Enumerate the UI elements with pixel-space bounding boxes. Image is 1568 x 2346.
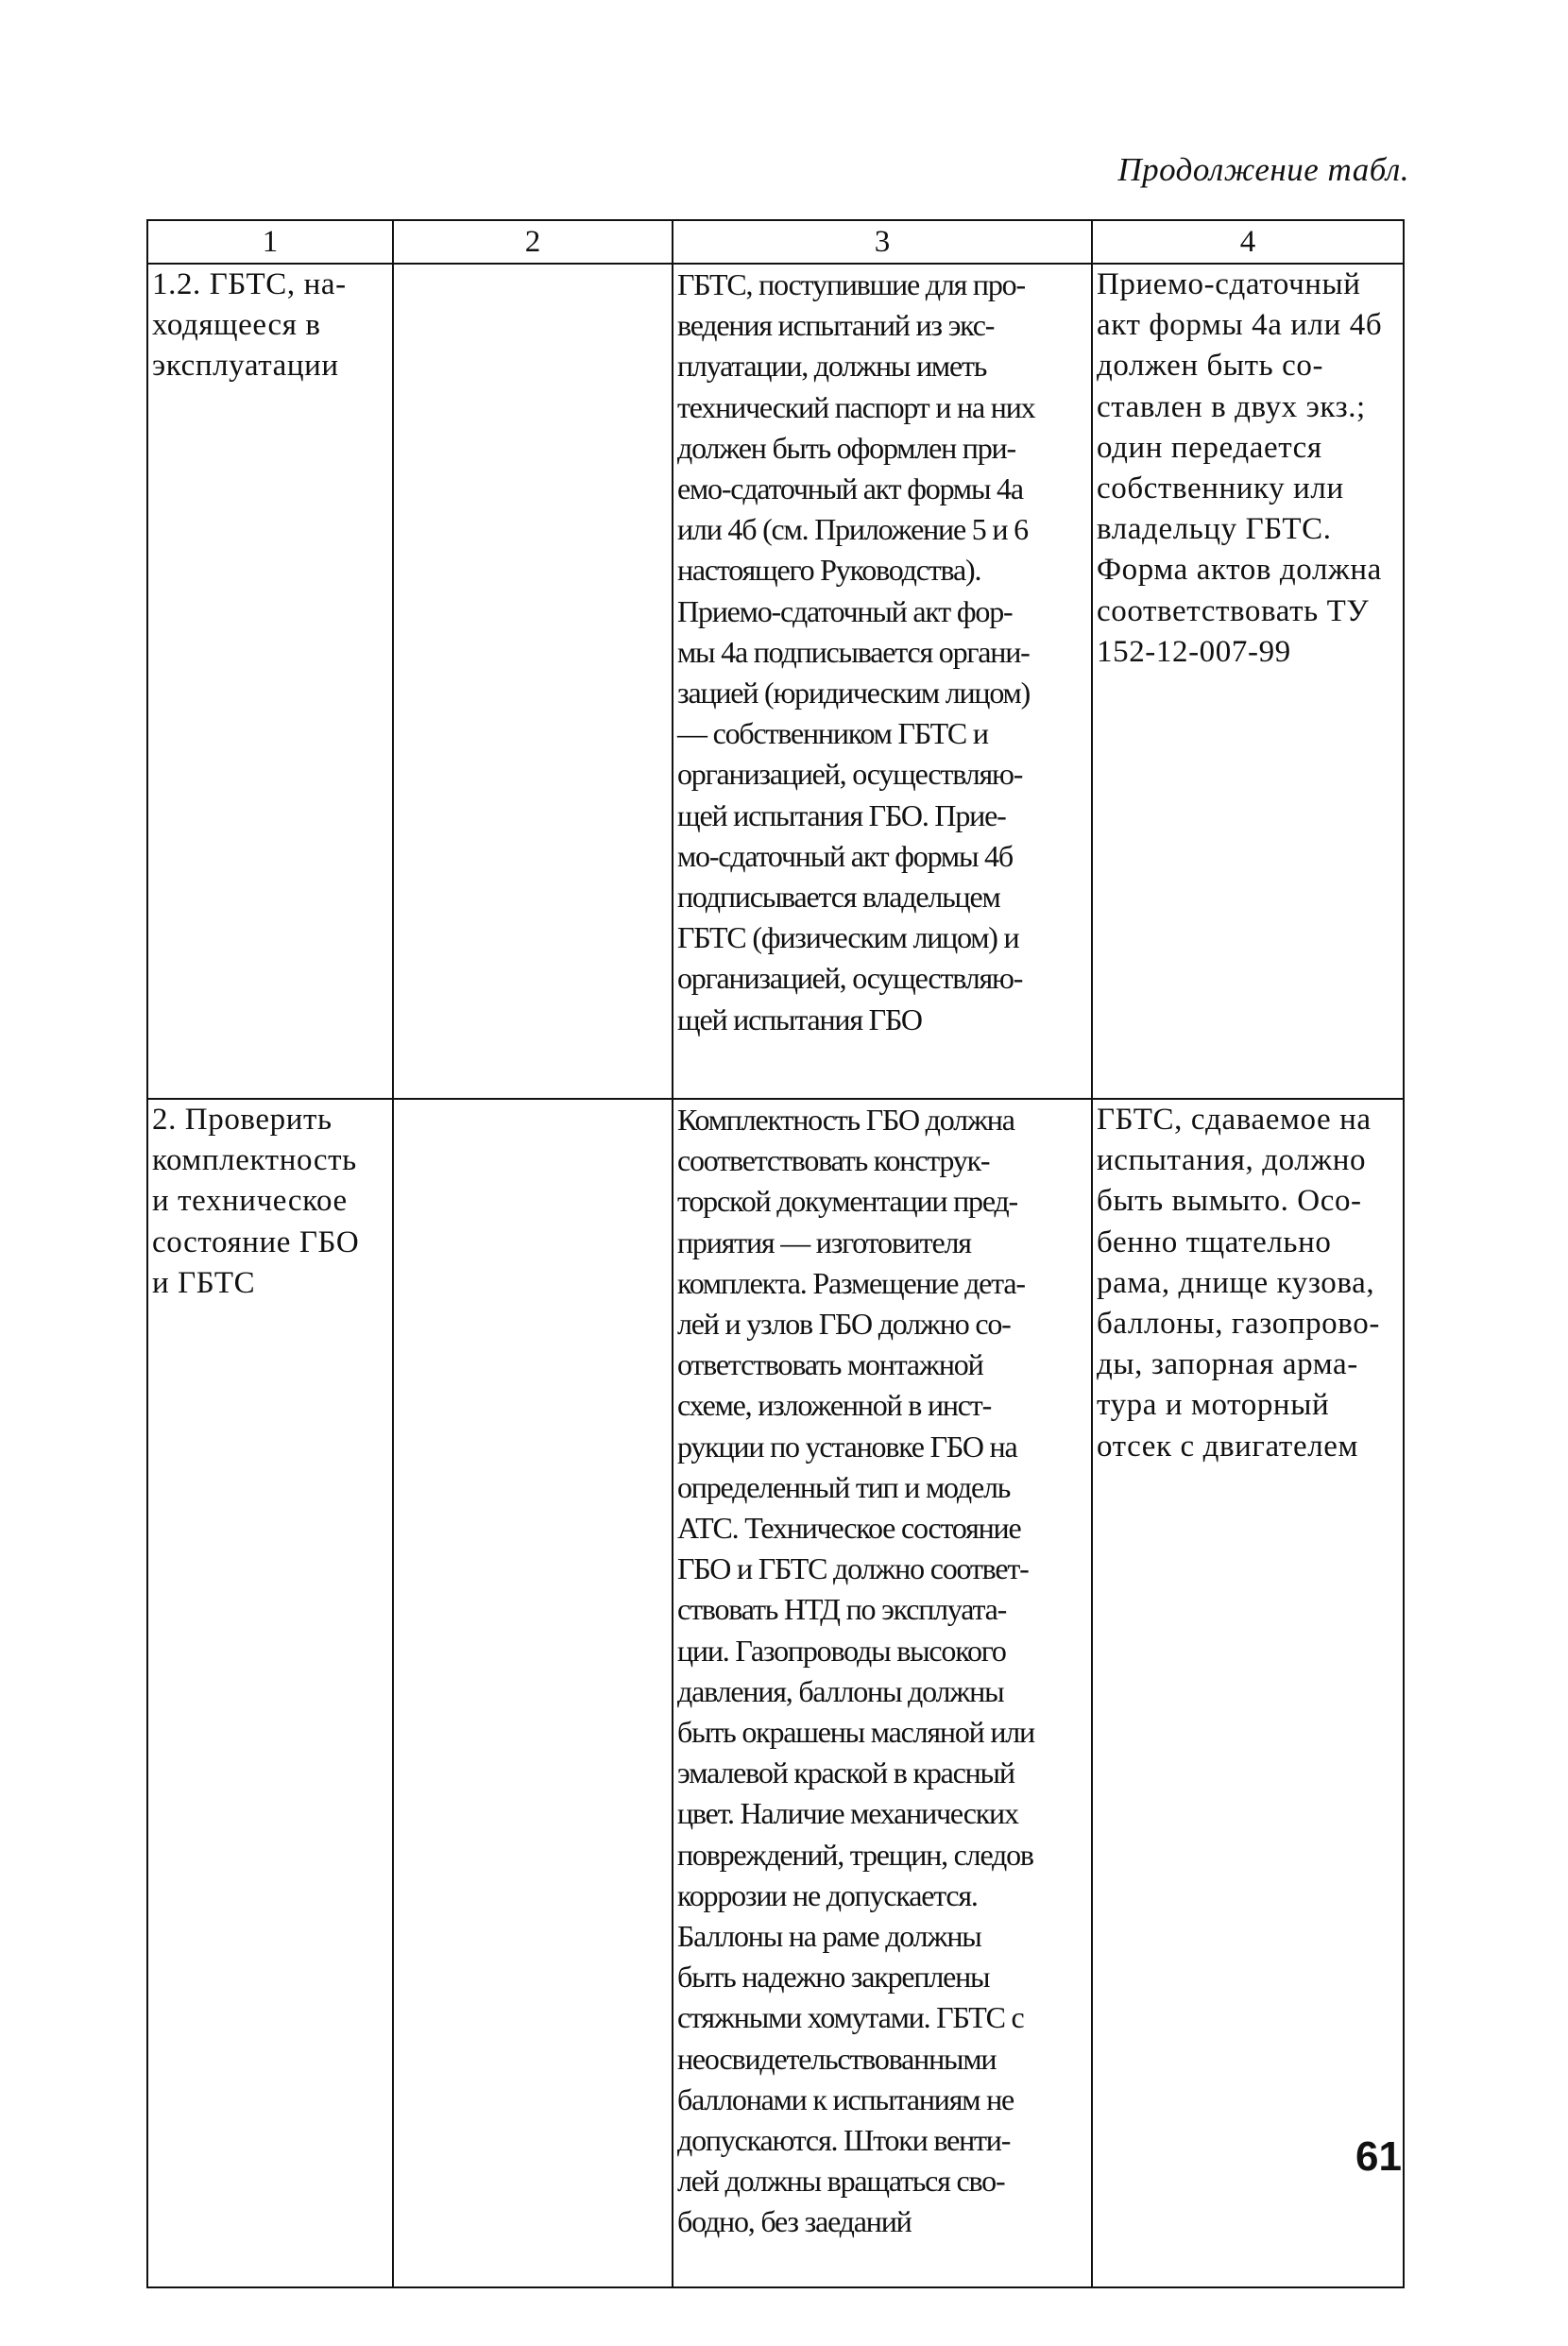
row2-empty-cell — [393, 1099, 673, 2287]
column-header-1: 1 — [147, 220, 393, 264]
column-header-3: 3 — [673, 220, 1092, 264]
row2-notes-cell: ГБТС, сдаваемое на испытания, должно быть вымыто. Осо- бенно тщательно рама, днище кузова, баллоны, газопрово- ды, запорная арма- тура и моторный отсек с двигателем — [1092, 1099, 1404, 2287]
requirements-table — [146, 219, 1405, 2288]
row1-operation-cell: 1.2. ГБТС, на- ходящееся в эксплуатации — [147, 264, 393, 1099]
column-header-2: 2 — [393, 220, 673, 264]
table-row — [147, 1099, 1404, 2287]
page-number: 61 — [1355, 2133, 1402, 2180]
row2-operation-cell: 2. Проверить комплектность и техническое состояние ГБО и ГБТС — [147, 1099, 393, 2287]
table-row — [147, 264, 1404, 1099]
table-header-row — [147, 220, 1404, 264]
row1-requirements-cell: ГБТС, поступившие для про- ведения испытаний из экс- плуатации, должны иметь технический паспорт и на них должен быть оформлен при- емо-сдаточный акт формы 4а или 4б (см. Приложение 5 и 6 настоящего Руководства). Приемо-сдаточный акт фор- мы 4а подписывается органи- зацией (юридическим лицом) — собственником ГБТС и организацией, осуществляю- щей испытания ГБО. Прие- мо-сдаточный акт формы 4б подписывается владельцем ГБТС (физическим лицом) и организацией, осуществляю- щей испытания ГБО — [673, 264, 1092, 1099]
row1-empty-cell — [393, 264, 673, 1099]
column-header-4: 4 — [1092, 220, 1404, 264]
table-continuation-caption: Продолжение табл. — [1117, 151, 1409, 188]
row1-notes-cell: Приемо-сдаточный акт формы 4а или 4б должен быть со- ставлен в двух экз.; один передается собственнику или владельцу ГБТС. Форма актов должна соответствовать ТУ 152-12-007-99 — [1092, 264, 1404, 1099]
row2-requirements-cell: Комплектность ГБО должна соответствовать конструк- торской документации пред- приятия — изготовителя комплекта. Размещение дета- лей и узлов ГБО должно со- ответствовать монтажной схеме, изложенной в инст- рукции по установке ГБО на определенный тип и модель АТС. Техническое состояние ГБО и ГБТС должно соответ- ствовать НТД по эксплуата- ции. Газопроводы высокого давления, баллоны должны быть окрашены масляной или эмалевой краской в красный цвет. Наличие механических повреждений, трещин, следов коррозии не допускается. Баллоны на раме должны быть надежно закреплены стяжными хомутами. ГБТС с неосвидетельствованными баллонами к испытаниям не допускаются. Штоки венти- лей должны вращаться сво- бодно, без заеданий — [673, 1099, 1092, 2287]
